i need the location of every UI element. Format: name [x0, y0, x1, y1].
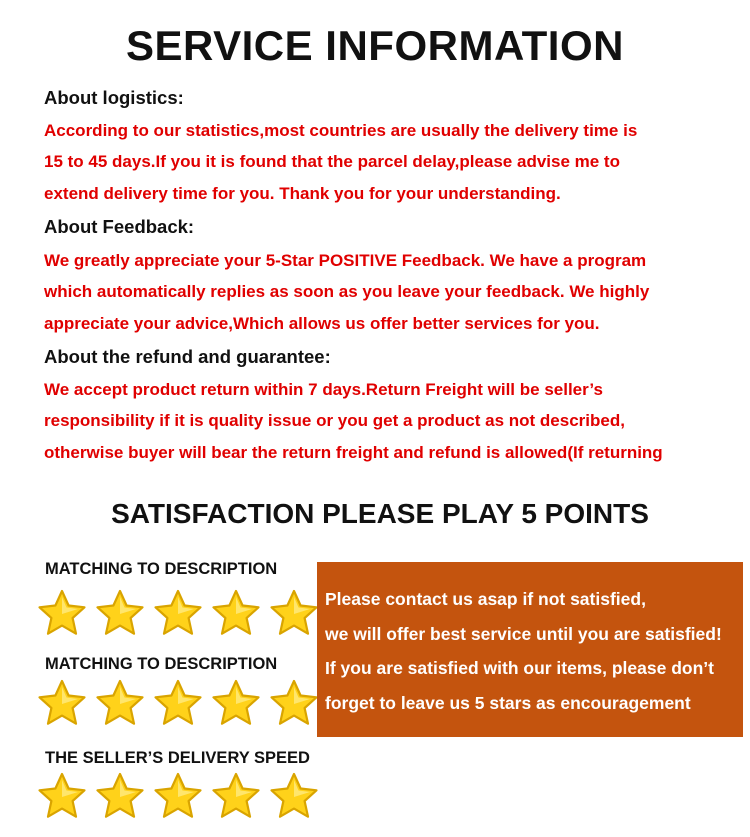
star-icon — [268, 678, 320, 728]
page-title: SERVICE INFORMATION — [126, 22, 624, 69]
notice-line-4: forget to leave us 5 stars as encouragement — [325, 693, 691, 713]
refund-line-1: We accept product return within 7 days.Return Freight will be seller’s — [44, 380, 603, 399]
feedback-line-2: which automatically replies as soon as you leave your feedback. We highly — [44, 282, 650, 301]
rating-stars-3 — [36, 771, 320, 821]
star-icon — [36, 588, 88, 638]
refund-line-2: responsibility if it is quality issue or you get a product as not described, — [44, 411, 625, 430]
star-icon — [36, 771, 88, 821]
section-heading-feedback: About Feedback: — [44, 216, 195, 237]
feedback-line-1: We greatly appreciate your 5-Star POSITIVE Feedback. We have a program — [44, 251, 647, 270]
feedback-line-3: appreciate your advice,Which allows us offer better services for you. — [44, 314, 600, 333]
notice-box — [317, 562, 743, 737]
star-icon — [94, 678, 146, 728]
rating-stars-1 — [36, 588, 320, 638]
star-icon — [268, 771, 320, 821]
star-icon — [268, 588, 320, 638]
notice-line-3: If you are satisfied with our items, please don’t — [325, 658, 714, 678]
logistics-line-1: According to our statistics,most countries are usually the delivery time is — [44, 121, 638, 140]
star-icon — [210, 588, 262, 638]
rating-label-2: MATCHING TO DESCRIPTION — [45, 655, 278, 673]
notice-line-1: Please contact us asap if not satisfied, — [325, 589, 646, 609]
notice-line-2: we will offer best service until you are satisfied! — [325, 624, 722, 644]
logistics-line-3: extend delivery time for you. Thank you for your understanding. — [44, 184, 561, 203]
satisfaction-title: SATISFACTION PLEASE PLAY 5 POINTS — [111, 498, 649, 529]
logistics-line-2: 15 to 45 days.If you it is found that the parcel delay,please advise me to — [44, 152, 620, 171]
star-icon — [94, 588, 146, 638]
star-icon — [36, 678, 88, 728]
star-icon — [152, 678, 204, 728]
star-icon — [210, 678, 262, 728]
star-icon — [210, 771, 262, 821]
star-icon — [152, 588, 204, 638]
refund-line-3: otherwise buyer will bear the return freight and refund is allowed(If returning — [44, 443, 663, 462]
rating-label-1: MATCHING TO DESCRIPTION — [45, 560, 278, 578]
star-icon — [152, 771, 204, 821]
star-icon — [94, 771, 146, 821]
rating-label-3: THE SELLER’S DELIVERY SPEED — [45, 749, 310, 767]
section-heading-logistics: About logistics: — [44, 87, 184, 108]
rating-stars-2 — [36, 678, 320, 728]
section-heading-refund: About the refund and guarantee: — [44, 346, 331, 367]
